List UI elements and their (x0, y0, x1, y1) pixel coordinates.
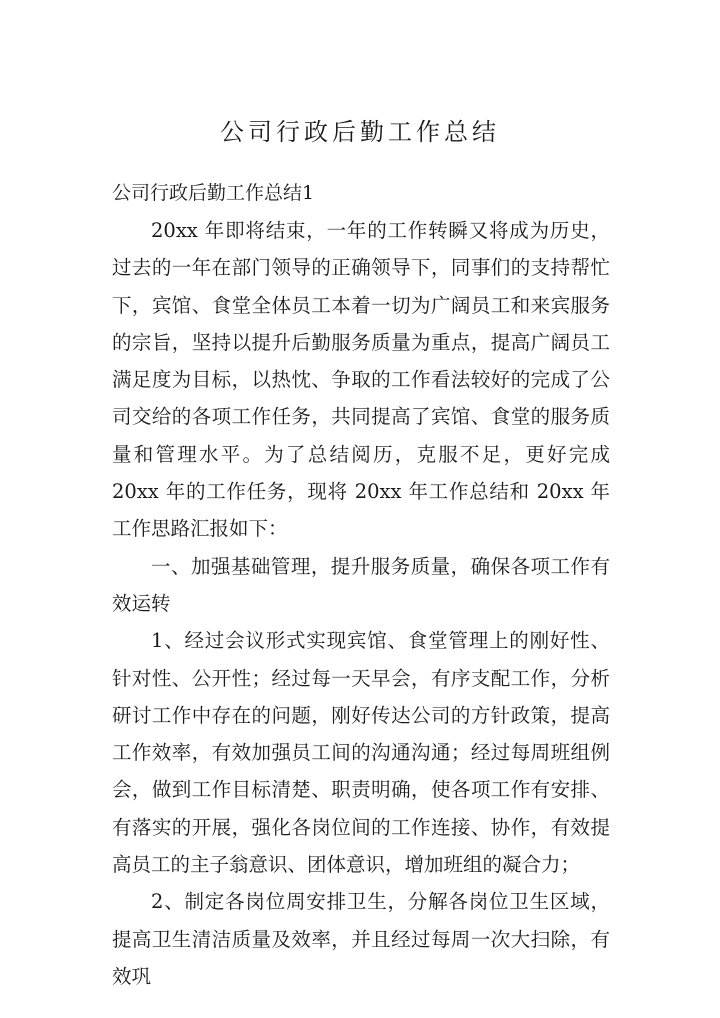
paragraph-intro: 20xx 年即将结束，一年的工作转瞬又将成为历史，过去的一年在部门领导的正确领导下，同事们的支持帮忙下，宾馆、食堂全体员工本着一切为广阔员工和来宾服务的宗旨，坚持以提升后勤服务质量为重点，提高广阔员工满足度为目标，以热忱、争取的工作看法较好的完成了公司交给的各项工作任务，共同提高了宾馆、食堂的服务质量和管理水平。为了总结阅历，克服不足，更好完成 20xx 年的工作任务，现将 20xx 年工作总结和 20xx 年工作思路汇报如下： (112, 219, 610, 541)
paragraph-item-1: 1、经过会议形式实现宾馆、食堂管理上的刚好性、针对性、公开性；经过每一天早会，有序支配工作，分析研讨工作中存在的问题，刚好传达公司的方针政策，提高工作效率，有效加强员工间的沟通沟通；经过每周班组例会，做到工作目标清楚、职责明确，使各项工作有安排、有落实的开展，强化各岗位间的工作连接、协作，有效提高员工的主子翁意识、团体意识，增加班组的凝合力； (112, 629, 610, 877)
document-body (112, 212, 610, 995)
paragraph-item-2: 2、制定各岗位周安排卫生，分解各岗位卫生区域，提高卫生清洁质量及效率，并且经过每周一次大扫除，有效巩 (112, 890, 610, 988)
paragraph-section-heading: 一、加强基础管理，提升服务质量，确保各项工作有效运转 (112, 554, 610, 615)
document-subtitle: 公司行政后勤工作总结1 (112, 182, 315, 204)
document-title: 公司行政后勤工作总结 (220, 118, 500, 146)
